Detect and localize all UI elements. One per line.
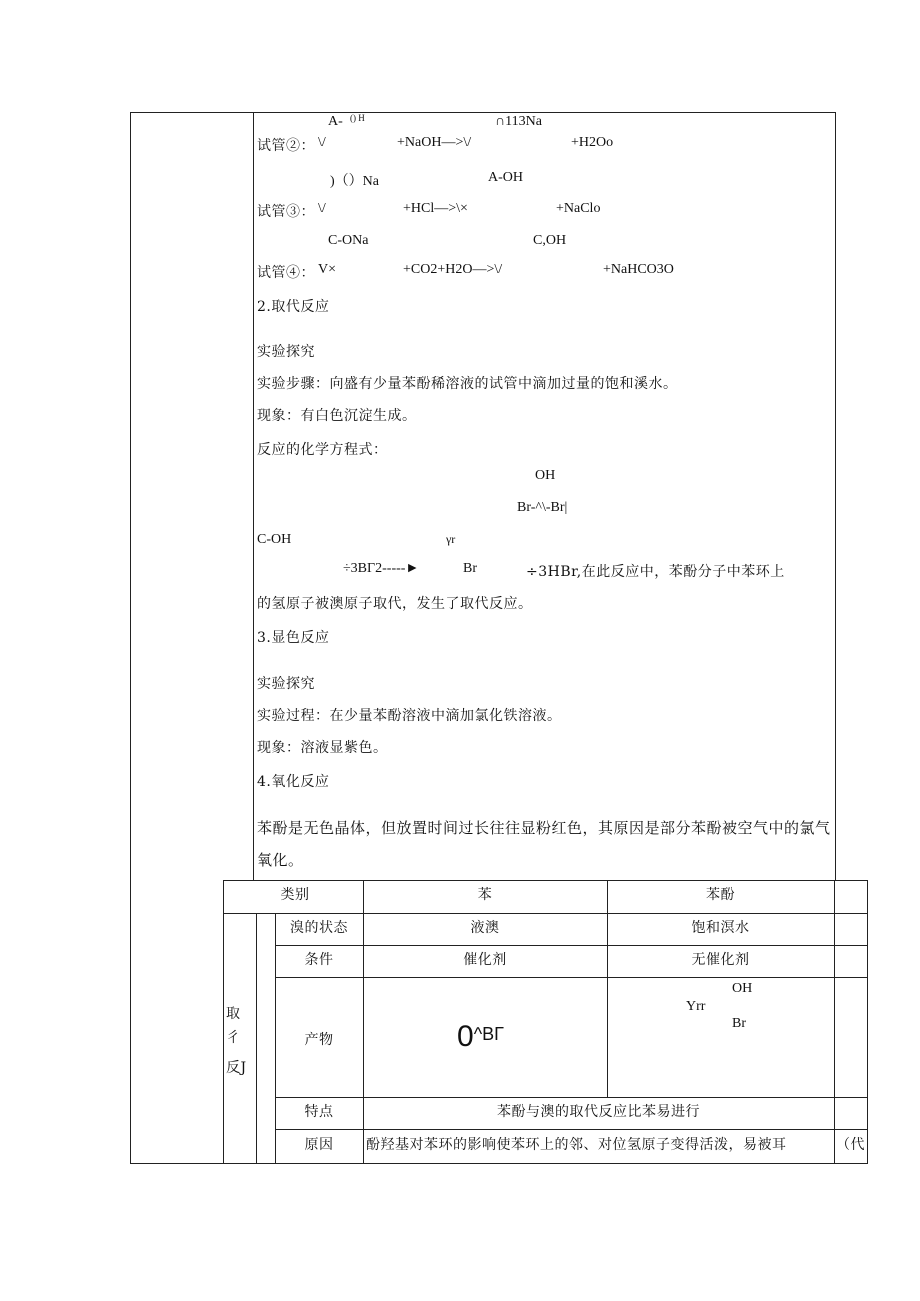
reactant-c-oh: C-OH bbox=[257, 532, 292, 547]
header-benzene: 苯 bbox=[477, 887, 493, 903]
reagent-br2: ÷3BΓ2-----► bbox=[343, 561, 420, 576]
equation-label: 反应的化学方程式： bbox=[257, 442, 388, 458]
substitution-explore: 实验探究 bbox=[257, 344, 315, 360]
product-br-ring: Br-^\-Br| bbox=[517, 500, 568, 515]
tube3-label: 试管③： bbox=[257, 204, 315, 220]
eq-line3-b: A-OH bbox=[488, 170, 523, 185]
side-label-1: 取 bbox=[226, 1006, 241, 1022]
oxidation-heading: 4.氧化反应 bbox=[257, 774, 330, 790]
substitution-heading: 2.取代反应 bbox=[257, 299, 330, 315]
inner-left-border bbox=[253, 112, 254, 880]
row-bromine-benzene: 液澳 bbox=[470, 920, 500, 936]
outer-top-border bbox=[130, 112, 836, 113]
tube4-b: +CO2+H2O—>\/ bbox=[403, 262, 503, 277]
product-benzene-ring: 0 bbox=[457, 1020, 474, 1053]
eq-line4-a: C-ONa bbox=[328, 233, 369, 248]
eq-line4-b: C,OH bbox=[533, 233, 567, 248]
header-category: 类别 bbox=[280, 887, 310, 903]
row-product-phenol-oh: OH bbox=[732, 981, 753, 996]
header-phenol: 苯酚 bbox=[706, 887, 735, 903]
row-feature-value: 苯酚与澳的取代反应比苯易进行 bbox=[497, 1104, 700, 1120]
table-vline-b bbox=[256, 913, 257, 1164]
row-condition-benzene: 催化剂 bbox=[463, 952, 507, 968]
product-oh: OH bbox=[535, 468, 556, 483]
tube2-b: +NaOH—>\/ bbox=[397, 135, 472, 150]
row-feature-label: 特点 bbox=[304, 1104, 334, 1120]
row-product-phenol-br: Br bbox=[732, 1016, 746, 1031]
row-product-label: 产物 bbox=[304, 1032, 334, 1048]
row-condition-label: 条件 bbox=[304, 952, 334, 968]
row-reason-value: 酚羟基对苯环的影响使苯环上的邻、对位氢原子变得活泼，易被耳 bbox=[366, 1137, 787, 1153]
substitution-step: 实验步骤：向盛有少量苯酚稀溶液的试管中滴加过量的饱和溪水。 bbox=[257, 376, 678, 392]
eq-line1-b: () H bbox=[350, 113, 365, 123]
substitution-phenomenon: 现象：有白色沉淀生成。 bbox=[257, 408, 417, 424]
substitution-conclusion: 的氢原子被澳原子取代，发生了取代反应。 bbox=[257, 596, 533, 612]
table-vline-a bbox=[223, 880, 224, 1164]
color-phenomenon: 现象：溶液显紫色。 bbox=[257, 740, 388, 756]
tube4-a: V× bbox=[318, 262, 337, 277]
tube3-c: +NaClo bbox=[556, 201, 601, 216]
row-product-benzene bbox=[457, 1020, 504, 1054]
tube2-label: 试管②： bbox=[257, 138, 315, 154]
color-process: 实验过程：在少量苯酚溶液中滴加氯化铁溶液。 bbox=[257, 708, 562, 724]
tube3-b: +HCl—>\× bbox=[403, 201, 468, 216]
side-label-2: 彳 bbox=[226, 1030, 241, 1046]
table-vline-f bbox=[834, 880, 835, 1164]
outer-right-border bbox=[835, 112, 836, 880]
row-bromine-phenol: 饱和溟水 bbox=[691, 920, 750, 936]
tube2-c: +H2Oo bbox=[571, 135, 614, 150]
color-heading: 3.显色反应 bbox=[257, 630, 330, 646]
product-benzene-br: ^BΓ bbox=[473, 1024, 505, 1044]
color-explore: 实验探究 bbox=[257, 676, 315, 692]
row-condition-phenol: 无催化剂 bbox=[691, 952, 750, 968]
gamma-label: γr bbox=[446, 532, 456, 546]
tube4-c: +NaHCO3O bbox=[603, 262, 674, 277]
eq-line3-a: )（）Na bbox=[330, 174, 379, 189]
eq-line1-c: ∩113Na bbox=[495, 114, 542, 129]
tube4-label: 试管④： bbox=[257, 265, 315, 281]
table-vline-g bbox=[867, 880, 868, 1164]
table-line-1 bbox=[223, 913, 868, 914]
row-reason-label: 原因 bbox=[304, 1137, 334, 1153]
row-reason-extra: （代 bbox=[836, 1137, 865, 1153]
eq-line1-a: A- bbox=[328, 114, 343, 129]
outer-bottom-border bbox=[130, 1163, 868, 1164]
oxidation-text1: 苯酚是无色晶体，但放置时间过长往往显粉红色，其原因是部分苯酚被空气中的氯气 bbox=[257, 819, 831, 837]
tube3-a: \/ bbox=[318, 201, 326, 216]
product-br: Br bbox=[463, 561, 477, 576]
tube2-a: \/ bbox=[318, 135, 326, 150]
row-product-phenol-yrr: Yrr bbox=[686, 999, 706, 1014]
side-label-3: 反J bbox=[226, 1060, 247, 1076]
row-bromine-label: 溴的状态 bbox=[290, 920, 348, 936]
oxidation-text2: 氧化。 bbox=[257, 851, 304, 869]
hbr-text: ÷3HBr,在此反应中，苯酚分子中苯环上 bbox=[526, 564, 785, 580]
table-top-line bbox=[223, 880, 868, 881]
outer-left-border bbox=[130, 112, 131, 1164]
table-vline-e bbox=[607, 880, 608, 1097]
